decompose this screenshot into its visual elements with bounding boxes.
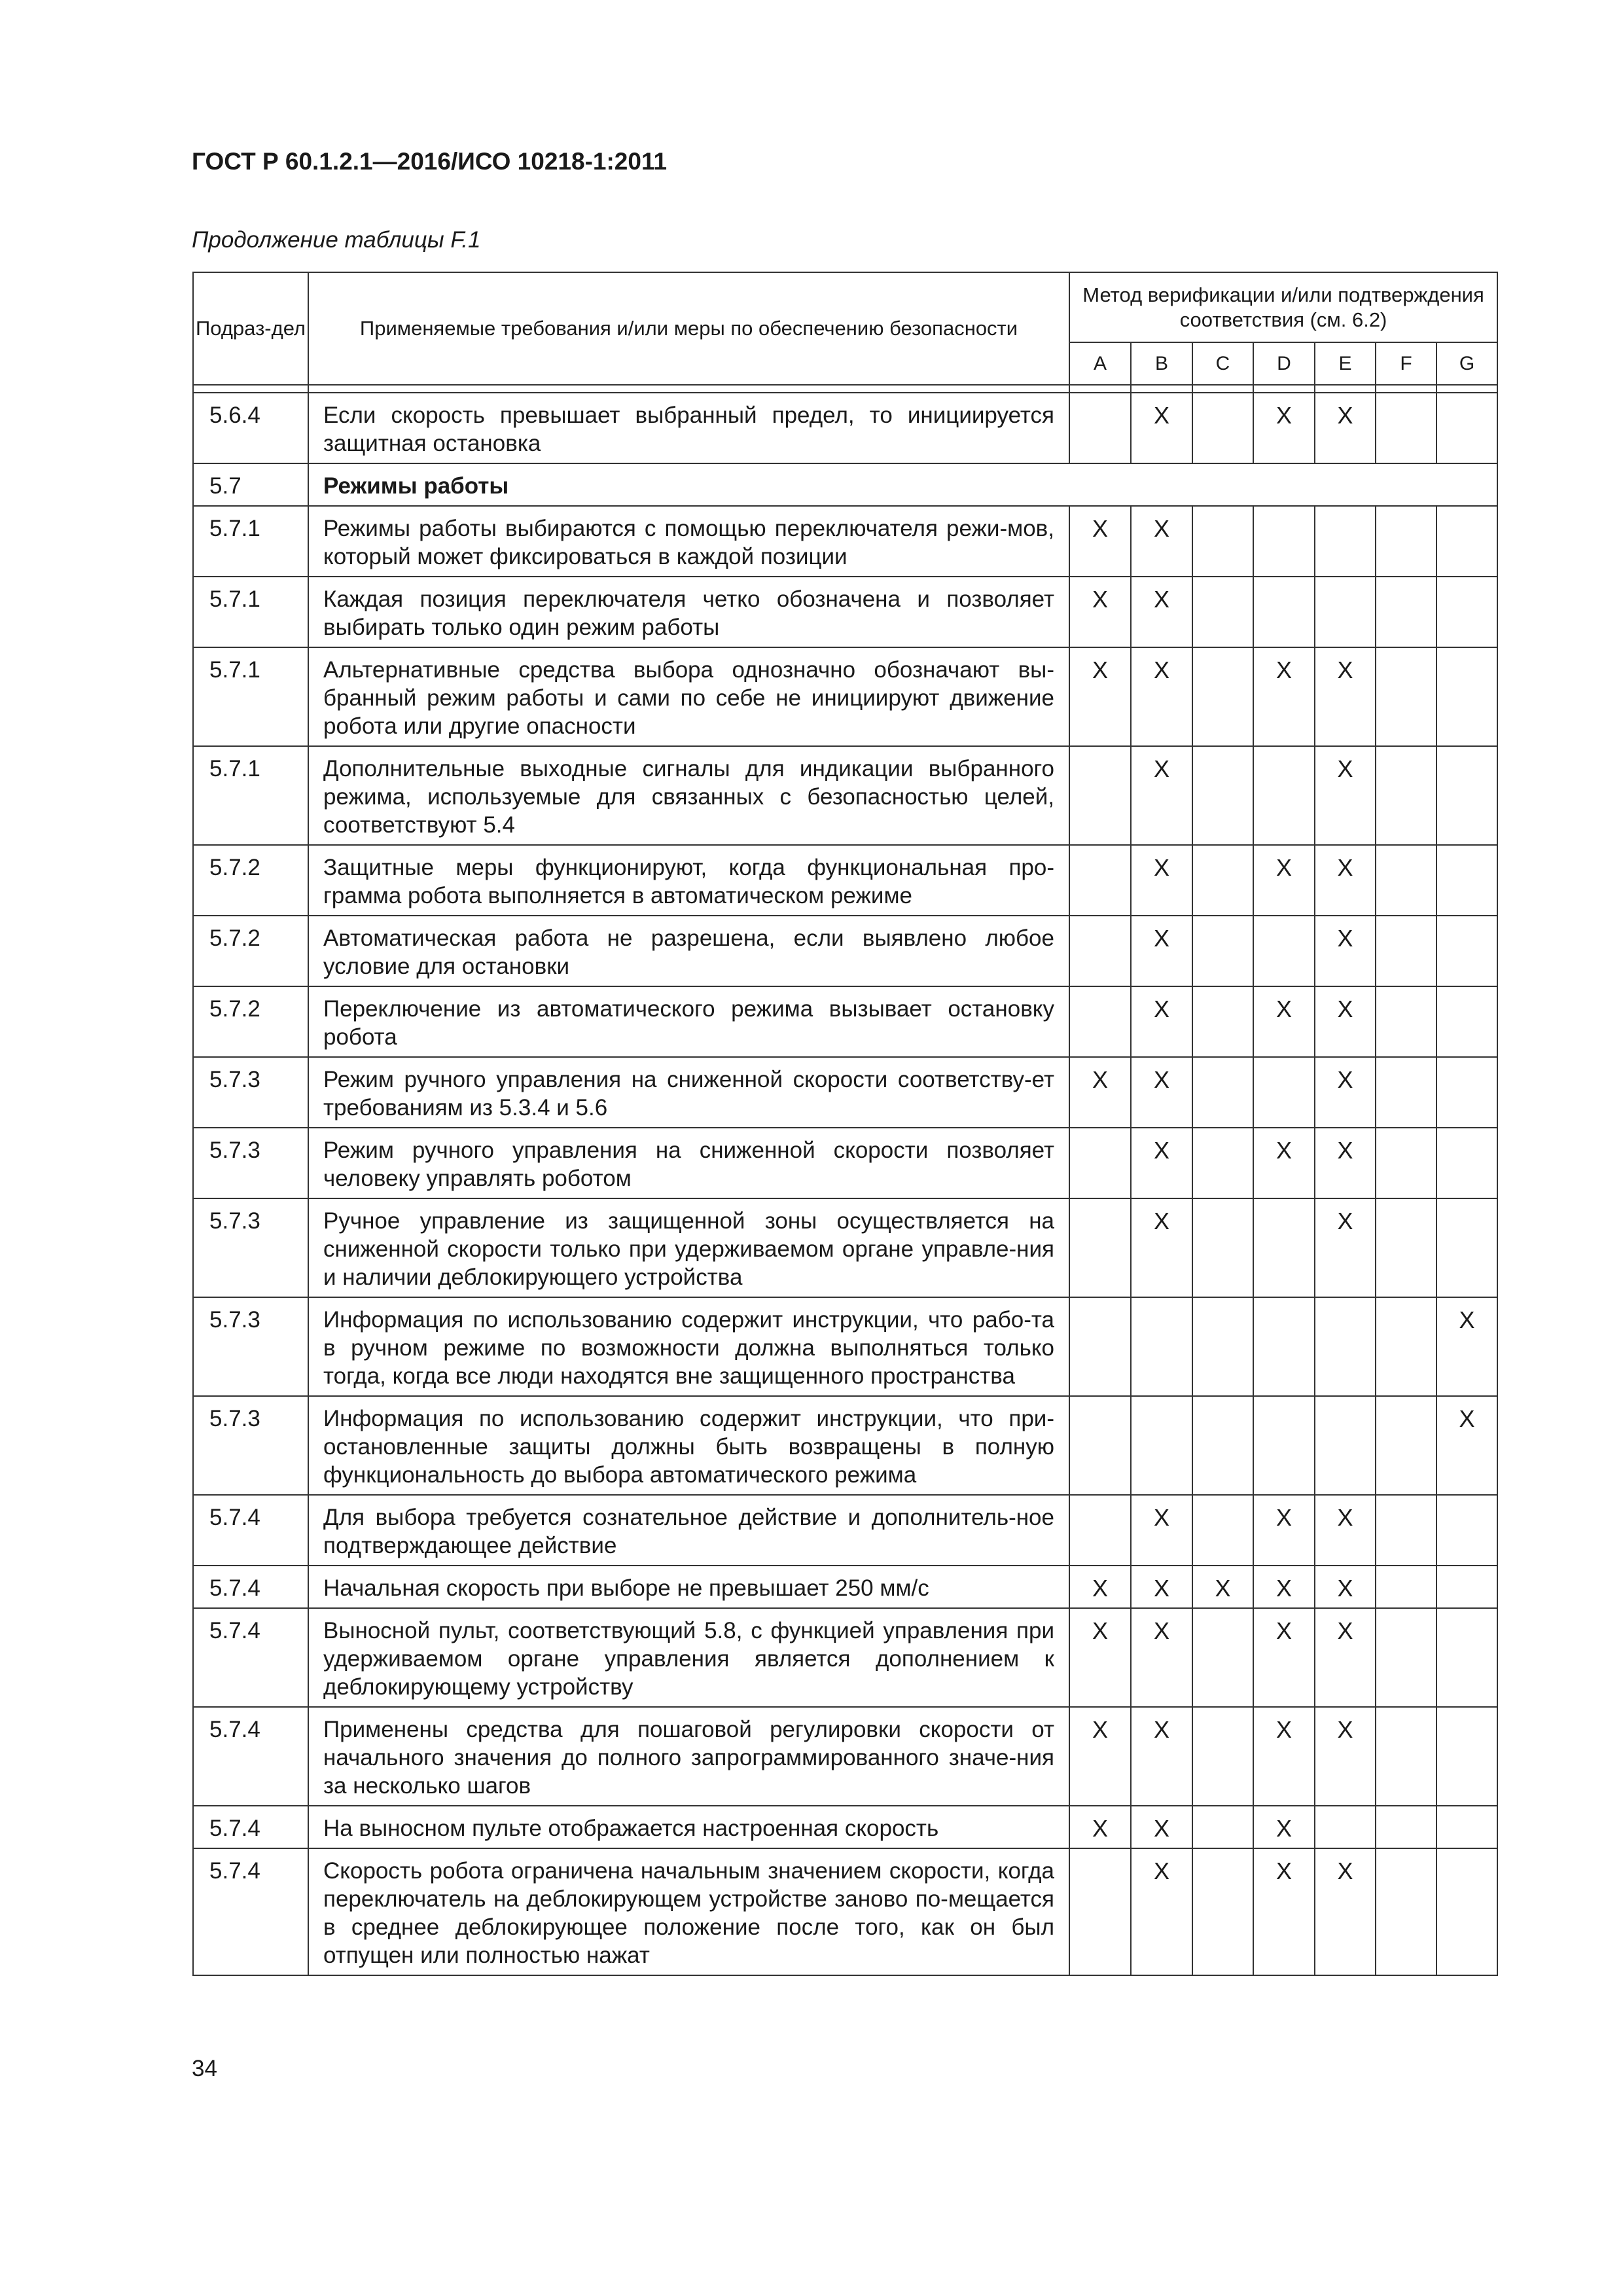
section-number: 5.7.4 (193, 1806, 308, 1848)
table-row (193, 1057, 1497, 1128)
table-caption: Продолжение таблицы F.1 (192, 227, 481, 253)
section-number: 5.7 (193, 463, 308, 506)
requirement-text: Информация по использованию содержит инструкции, что рабо-та в ручном режиме по возможности должна выполняться только тогда, когда все люди находятся вне защищенного пространства (308, 1297, 1069, 1396)
method-mark (1192, 1707, 1253, 1806)
method-mark: X (1315, 1707, 1376, 1806)
method-letter: F (1376, 342, 1436, 385)
requirement-text: Альтернативные средства выбора однозначно обозначают вы-бранный режим работы и сами по себе не инициируют движение робота или другие опасности (308, 647, 1069, 746)
method-mark: X (1315, 986, 1376, 1057)
method-mark (1131, 1297, 1192, 1396)
method-mark: X (1436, 1297, 1497, 1396)
gap-cell (1192, 385, 1253, 393)
method-mark: X (1131, 1707, 1192, 1806)
requirement-text: Каждая позиция переключателя четко обозначена и позволяет выбирать только один режим работы (308, 577, 1069, 647)
table-row (193, 1495, 1497, 1566)
table-row (193, 746, 1497, 845)
method-mark: X (1315, 393, 1376, 463)
method-mark: X (1131, 393, 1192, 463)
method-mark (1436, 986, 1497, 1057)
method-mark (1069, 1848, 1131, 1975)
method-letter: A (1069, 342, 1131, 385)
method-mark: X (1069, 1608, 1131, 1707)
method-mark: X (1069, 1806, 1131, 1848)
table-row (193, 1566, 1497, 1608)
method-mark (1069, 986, 1131, 1057)
method-mark: X (1131, 1128, 1192, 1198)
section-number: 5.7.4 (193, 1707, 308, 1806)
section-number: 5.7.2 (193, 845, 308, 916)
method-mark (1436, 916, 1497, 986)
gap-cell (1253, 385, 1315, 393)
method-mark: X (1131, 647, 1192, 746)
method-mark (1192, 1128, 1253, 1198)
requirement-text: Для выбора требуется сознательное действие и дополнитель-ное подтверждающее действие (308, 1495, 1069, 1566)
method-mark (1253, 746, 1315, 845)
section-number: 5.7.3 (193, 1198, 308, 1297)
section-heading-row (193, 463, 1497, 506)
method-mark: X (1131, 1198, 1192, 1297)
method-mark: X (1253, 393, 1315, 463)
method-mark (1315, 1806, 1376, 1848)
method-mark (1436, 1495, 1497, 1566)
document-title: ГОСТ Р 60.1.2.1—2016/ИСО 10218-1:2011 (192, 148, 668, 175)
method-mark (1192, 916, 1253, 986)
method-mark: X (1436, 1396, 1497, 1495)
method-mark: X (1315, 1057, 1376, 1128)
method-mark: X (1069, 1707, 1131, 1806)
column-header-requirement: Применяемые требования и/или меры по обеспечению безопасности (308, 272, 1069, 385)
method-mark (1069, 1198, 1131, 1297)
method-mark (1192, 577, 1253, 647)
method-mark (1192, 1608, 1253, 1707)
method-mark (1131, 1396, 1192, 1495)
method-mark: X (1315, 916, 1376, 986)
section-number: 5.7.4 (193, 1608, 308, 1707)
method-mark: X (1131, 577, 1192, 647)
method-mark (1376, 1608, 1436, 1707)
section-number: 5.7.3 (193, 1057, 308, 1128)
section-heading: Режимы работы (308, 463, 1497, 506)
requirement-text: Скорость робота ограничена начальным значением скорости, когда переключатель на деблокирующем устройстве заново по-мещается в среднее деблокирующее положение после того, как он был отпущен или полностью нажат (308, 1848, 1069, 1975)
table-row (193, 1128, 1497, 1198)
gap-cell (1315, 385, 1376, 393)
method-mark (1376, 1806, 1436, 1848)
table-row (193, 1396, 1497, 1495)
gap-cell (308, 385, 1069, 393)
method-mark: X (1131, 1057, 1192, 1128)
method-mark (1315, 506, 1376, 577)
method-mark (1376, 393, 1436, 463)
method-mark (1376, 1128, 1436, 1198)
method-mark (1436, 1198, 1497, 1297)
requirement-text: Выносной пульт, соответствующий 5.8, с функцией управления при удерживаемом органе управления является дополнением к деблокирующему устройству (308, 1608, 1069, 1707)
method-mark (1253, 1297, 1315, 1396)
method-mark (1436, 577, 1497, 647)
method-mark (1376, 1707, 1436, 1806)
method-mark (1192, 1396, 1253, 1495)
section-number: 5.7.1 (193, 746, 308, 845)
method-mark: X (1069, 506, 1131, 577)
method-mark (1436, 1057, 1497, 1128)
requirement-text: Защитные меры функционируют, когда функциональная про-грамма робота выполняется в автоматическом режиме (308, 845, 1069, 916)
method-mark: X (1131, 746, 1192, 845)
method-mark (1192, 1495, 1253, 1566)
method-mark (1253, 506, 1315, 577)
table-row (193, 845, 1497, 916)
method-mark (1315, 1297, 1376, 1396)
section-number: 5.7.4 (193, 1848, 308, 1975)
method-mark: X (1131, 845, 1192, 916)
method-mark (1436, 1806, 1497, 1848)
requirement-text: На выносном пульте отображается настроенная скорость (308, 1806, 1069, 1848)
gap-cell (1436, 385, 1497, 393)
method-mark (1376, 1495, 1436, 1566)
method-mark: X (1069, 577, 1131, 647)
method-mark (1315, 1396, 1376, 1495)
method-mark: X (1315, 1566, 1376, 1608)
gap-cell (1131, 385, 1192, 393)
method-mark (1253, 577, 1315, 647)
requirements-table (192, 272, 1498, 1976)
table-row (193, 1707, 1497, 1806)
requirement-text: Применены средства для пошаговой регулировки скорости от начального значения до полного запрограммированного значе-ния за несколько шагов (308, 1707, 1069, 1806)
method-mark: X (1253, 1707, 1315, 1806)
table-row (193, 986, 1497, 1057)
table-row (193, 1848, 1497, 1975)
method-mark: X (1253, 1608, 1315, 1707)
method-mark (1436, 1848, 1497, 1975)
table-row (193, 577, 1497, 647)
method-mark: X (1253, 1566, 1315, 1608)
section-number: 5.6.4 (193, 393, 308, 463)
method-mark (1192, 1806, 1253, 1848)
method-mark (1376, 845, 1436, 916)
table-row (193, 1297, 1497, 1396)
section-number: 5.7.1 (193, 647, 308, 746)
method-mark (1436, 647, 1497, 746)
method-letter: G (1436, 342, 1497, 385)
method-mark (1436, 1566, 1497, 1608)
method-mark: X (1131, 1608, 1192, 1707)
section-number: 5.7.3 (193, 1396, 308, 1495)
method-letter: C (1192, 342, 1253, 385)
page-number: 34 (192, 2056, 217, 2081)
method-mark: X (1131, 916, 1192, 986)
method-mark (1376, 916, 1436, 986)
method-mark (1069, 746, 1131, 845)
requirement-text: Если скорость превышает выбранный предел, то инициируется защитная остановка (308, 393, 1069, 463)
method-mark: X (1131, 1495, 1192, 1566)
table-row (193, 647, 1497, 746)
method-mark: X (1253, 1495, 1315, 1566)
method-mark (1192, 393, 1253, 463)
method-mark (1376, 1848, 1436, 1975)
method-mark (1376, 1198, 1436, 1297)
method-mark (1315, 577, 1376, 647)
method-mark: X (1069, 1057, 1131, 1128)
requirement-text: Дополнительные выходные сигналы для индикации выбранного режима, используемые для связанных с безопасностью целей, соответствуют 5.4 (308, 746, 1069, 845)
method-mark (1192, 647, 1253, 746)
method-mark: X (1253, 647, 1315, 746)
method-mark: X (1131, 506, 1192, 577)
method-mark (1376, 1057, 1436, 1128)
method-mark (1192, 1848, 1253, 1975)
method-mark: X (1253, 1128, 1315, 1198)
method-mark (1192, 1198, 1253, 1297)
method-mark (1069, 1128, 1131, 1198)
table-row (193, 916, 1497, 986)
method-mark: X (1315, 1198, 1376, 1297)
method-mark (1436, 746, 1497, 845)
section-number: 5.7.3 (193, 1297, 308, 1396)
method-mark (1436, 393, 1497, 463)
requirement-text: Режим ручного управления на сниженной скорости соответству-ет требованиям из 5.3.4 и 5.6 (308, 1057, 1069, 1128)
method-mark (1069, 1495, 1131, 1566)
method-mark (1376, 647, 1436, 746)
table-row (193, 1806, 1497, 1848)
requirement-text: Информация по использованию содержит инструкции, что при-остановленные защиты должны быть возвращены в полную функциональность до выбора автоматического режима (308, 1396, 1069, 1495)
method-mark (1192, 746, 1253, 845)
method-mark: X (1131, 986, 1192, 1057)
gap-cell (1376, 385, 1436, 393)
section-number: 5.7.3 (193, 1128, 308, 1198)
section-number: 5.7.2 (193, 986, 308, 1057)
method-mark (1376, 746, 1436, 845)
method-mark (1436, 506, 1497, 577)
method-mark (1069, 1396, 1131, 1495)
section-number: 5.7.1 (193, 577, 308, 647)
method-mark: X (1253, 1806, 1315, 1848)
table-row (193, 393, 1497, 463)
method-mark: X (1069, 647, 1131, 746)
method-mark: X (1131, 1806, 1192, 1848)
method-mark (1376, 577, 1436, 647)
requirement-text: Режим ручного управления на сниженной скорости позволяет человеку управлять роботом (308, 1128, 1069, 1198)
table-row (193, 1198, 1497, 1297)
method-mark: X (1315, 746, 1376, 845)
method-mark (1069, 845, 1131, 916)
method-mark (1376, 1566, 1436, 1608)
method-mark: X (1253, 986, 1315, 1057)
gap-cell (1069, 385, 1131, 393)
method-mark (1069, 1297, 1131, 1396)
method-mark (1192, 506, 1253, 577)
requirement-text: Режимы работы выбираются с помощью переключателя режи-мов, который может фиксироваться в каждой позиции (308, 506, 1069, 577)
column-header-section: Подраз-дел (193, 272, 308, 385)
method-mark (1192, 1297, 1253, 1396)
method-mark (1192, 986, 1253, 1057)
method-mark: X (1069, 1566, 1131, 1608)
section-number: 5.7.4 (193, 1566, 308, 1608)
header-gap-row (193, 385, 1497, 393)
method-mark (1253, 916, 1315, 986)
method-mark (1069, 393, 1131, 463)
method-mark (1376, 1297, 1436, 1396)
method-mark (1376, 1396, 1436, 1495)
method-mark (1253, 1198, 1315, 1297)
method-mark (1192, 845, 1253, 916)
method-mark (1436, 1707, 1497, 1806)
section-number: 5.7.4 (193, 1495, 308, 1566)
method-mark: X (1315, 1128, 1376, 1198)
method-mark: X (1315, 845, 1376, 916)
requirement-text: Автоматическая работа не разрешена, если выявлено любое условие для остановки (308, 916, 1069, 986)
method-mark: X (1315, 1848, 1376, 1975)
method-mark: X (1131, 1848, 1192, 1975)
table-row (193, 1608, 1497, 1707)
method-mark (1436, 1608, 1497, 1707)
method-mark: X (1315, 1608, 1376, 1707)
requirement-text: Переключение из автоматического режима вызывает остановку робота (308, 986, 1069, 1057)
section-number: 5.7.2 (193, 916, 308, 986)
method-mark (1253, 1396, 1315, 1495)
method-mark: X (1253, 845, 1315, 916)
method-mark (1069, 916, 1131, 986)
table-row (193, 506, 1497, 577)
method-mark: X (1315, 647, 1376, 746)
requirement-text: Начальная скорость при выборе не превышает 250 мм/с (308, 1566, 1069, 1608)
method-mark: X (1253, 1848, 1315, 1975)
method-mark: X (1315, 1495, 1376, 1566)
requirement-text: Ручное управление из защищенной зоны осуществляется на сниженной скорости только при удерживаемом органе управле-ния и наличии деблокирующего устройства (308, 1198, 1069, 1297)
method-mark: X (1131, 1566, 1192, 1608)
method-mark (1376, 986, 1436, 1057)
method-mark (1376, 506, 1436, 577)
column-header-method: Метод верификации и/или подтверждения соответствия (см. 6.2) (1069, 272, 1497, 342)
method-mark (1436, 845, 1497, 916)
method-mark: X (1192, 1566, 1253, 1608)
method-mark (1192, 1057, 1253, 1128)
method-letter: E (1315, 342, 1376, 385)
method-mark (1253, 1057, 1315, 1128)
method-letter: B (1131, 342, 1192, 385)
gap-cell (193, 385, 308, 393)
method-letter: D (1253, 342, 1315, 385)
section-number: 5.7.1 (193, 506, 308, 577)
method-mark (1436, 1128, 1497, 1198)
